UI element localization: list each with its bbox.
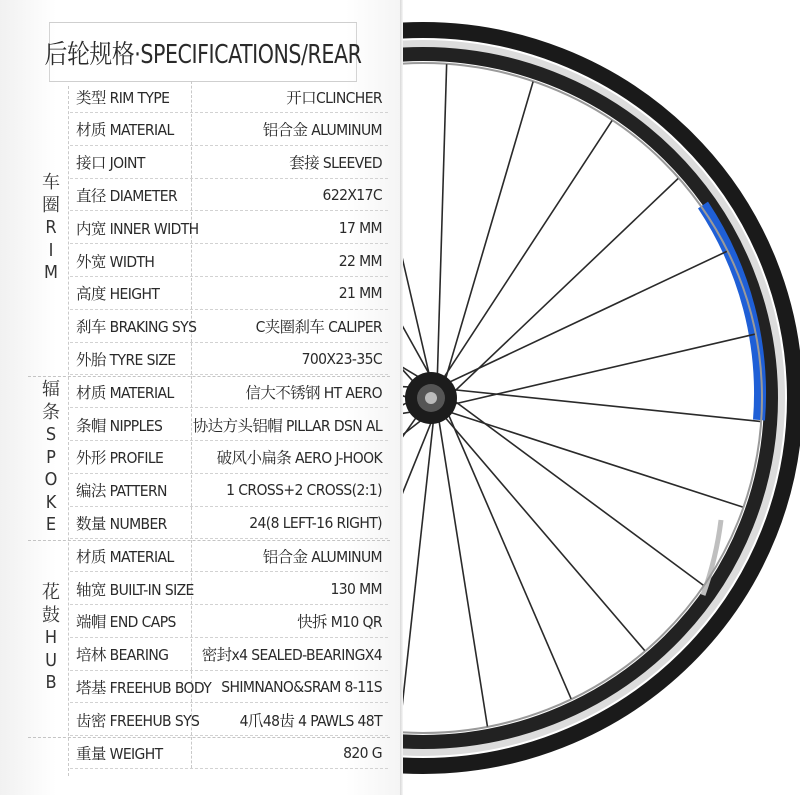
spec-row [70,671,388,702]
group-label-char: M [44,262,58,284]
spec-label: 塔基 FREEHUB BODY [70,671,192,702]
spec-row [70,114,388,145]
spec-row [70,311,388,342]
spec-label: 接口 JOINT [70,147,192,178]
spec-label: 材质 MATERIAL [70,114,192,145]
spec-value: 1 CROSS+2 CROSS(2:1) [226,481,382,500]
group-label-char: 辐 [42,379,60,401]
group-label-char: K [45,491,57,513]
spec-label: 材质 MATERIAL [70,540,192,571]
spec-label: 培林 BEARING [70,639,192,670]
group-label-char: H [44,627,58,649]
wheel-illustration [403,0,800,795]
spec-label: 端帽 END CAPS [70,606,192,637]
group-divider [28,737,390,738]
spec-row [70,147,388,178]
spec-value: 4爪48齿 4 PAWLS 48T [239,711,382,730]
spoke [437,179,678,408]
spec-label: 材质 MATERIAL [70,376,192,407]
spoke [437,408,645,651]
spec-row [70,179,388,210]
spec-row [70,245,388,276]
group-label-char: R [45,217,57,239]
group-label [35,376,67,540]
spec-value: 破风小扁条 AERO J-HOOK [216,449,382,468]
group-label-char: E [45,514,57,536]
group-label [35,81,67,376]
spec-row [70,475,388,506]
spec-label: 高度 HEIGHT [70,278,192,309]
spec-label: 刹车 BRAKING SYS [70,311,192,342]
hub-cap [425,392,437,404]
spec-label: 外胎 TYRE SIZE [70,343,192,374]
spoke [437,82,533,408]
rim-body [403,54,771,742]
spec-label: 直径 DIAMETER [70,179,192,210]
spec-title: 后轮规格·SPECIFICATIONS/REAR [49,22,357,82]
spec-label: 轴宽 BUILT-IN SIZE [70,573,192,604]
spec-row [70,81,388,112]
spoke [403,408,437,714]
spec-value: 密封x4 SEALED-BEARINGX4 [201,646,382,665]
spec-value: 24(8 LEFT-16 RIGHT) [249,513,382,532]
spec-row [70,639,388,670]
spec-row [70,343,388,374]
spoke [437,251,727,388]
spec-value: 130 MM [330,579,382,598]
spec-row [70,409,388,440]
group-divider [28,540,390,541]
spec-label: 内宽 INNER WIDTH [70,212,192,243]
row-divider [70,768,388,769]
spec-value: 622X17C [322,185,382,204]
spec-row [70,212,388,243]
spec-row [70,573,388,604]
spec-label: 条帽 NIPPLES [70,409,192,440]
spec-label: 外宽 WIDTH [70,245,192,276]
spoke [437,64,447,388]
spec-value: 21 MM [338,284,382,303]
group-label-char: 鼓 [42,604,60,626]
group-label-char: U [45,649,57,671]
spoke [403,145,437,408]
spoke [403,211,437,388]
group-label-char: I [48,239,54,261]
spec-label: 类型 RIM TYPE [70,81,192,112]
spec-label: 数量 NUMBER [70,507,192,538]
rear-wheel-photo [403,0,800,795]
group-divider [28,376,390,377]
spoke [437,408,487,726]
spec-row [70,704,388,735]
spec-label: 编法 PATTERN [70,475,192,506]
spec-row [70,278,388,309]
group-label-char: P [46,446,56,468]
spec-value: 快拆 M10 QR [297,613,382,632]
group-label-char: S [45,424,57,446]
spec-value: SHIMNANO&SRAM 8-11S [221,677,382,696]
spec-value: C夹圈刹车 CALIPER [255,318,382,337]
spec-row [70,737,388,768]
group-label-char: 车 [42,172,60,194]
spec-value: 22 MM [338,251,382,270]
group-label [35,540,67,737]
spec-label: 齿密 FREEHUB SYS [70,704,192,735]
spec-label: 重量 WEIGHT [70,737,192,768]
spoke [437,388,571,699]
group-label-char: 条 [42,401,60,423]
group-label-char: 圈 [42,194,60,216]
spec-row [70,540,388,571]
spoke [437,334,755,408]
spoke [403,97,437,388]
spec-row [70,507,388,538]
spec-value: 信大不锈钢 HT AERO [245,383,382,402]
spec-value: 700X23-35C [301,349,382,368]
group-label-char: B [45,672,57,694]
spec-value: 开口CLINCHER [286,88,382,107]
spec-value: 铝合金 ALUMINUM [262,121,382,140]
spec-value: 套接 SLEEVED [289,154,382,173]
spoke [437,388,760,421]
spec-row [70,606,388,637]
spec-value: 17 MM [338,218,382,237]
group-column-divider [68,86,69,776]
group-label-char: O [44,469,58,491]
spoke [437,121,612,388]
spec-label: 外形 PROFILE [70,442,192,473]
spoke [437,388,703,585]
spec-row [70,442,388,473]
spoke [403,388,437,732]
spec-value: 820 G [343,743,382,762]
group-label-char: 花 [42,582,60,604]
spec-row [70,376,388,407]
spec-value: 协达方头铝帽 PILLAR DSN AL [192,416,382,435]
spec-value: 铝合金 ALUMINUM [262,547,382,566]
